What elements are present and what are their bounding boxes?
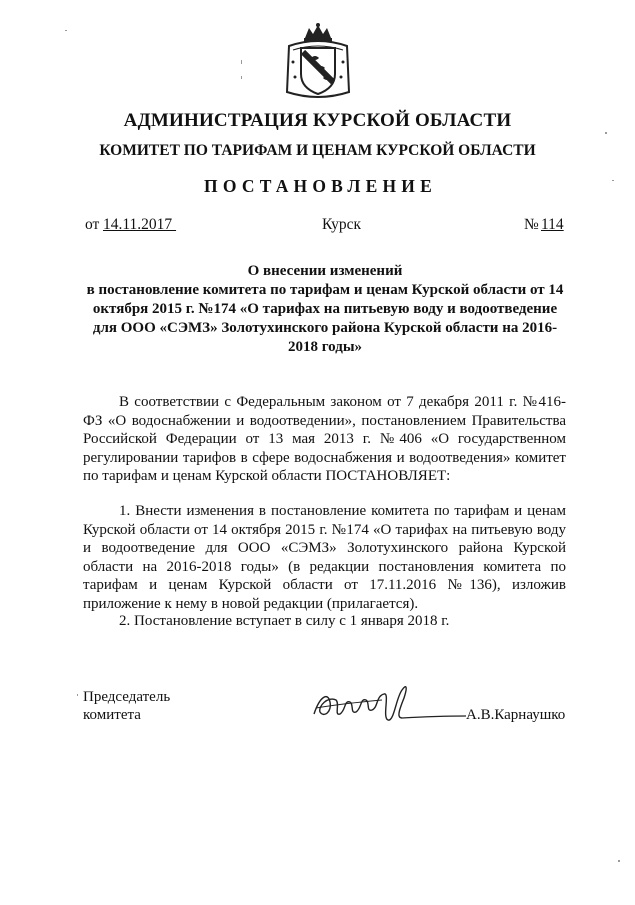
resolution-item-2: 2. Постановление вступает в силу с 1 января 2018 г. (119, 613, 450, 629)
document-date: 14.11.2017 (103, 216, 177, 233)
number-label: № (524, 216, 539, 233)
city: Курск (322, 216, 362, 233)
signatory-role-line-2: комитета (83, 707, 141, 723)
resolution-item-1: 1. Внести изменения в постановление комитета по тарифам и ценам Курской области от 14 октября 2015 г. №174 «О тарифах на питьевую воду и водоотведение для ООО «СЭМЗ» Золотухинского района Курской области на 2016-2018 годы» (в редакции постановления комитета по тарифам и ценам Курской области от 17.11.2016 №136), изложив приложение к нему в новой редакции (прилагается). (83, 503, 566, 612)
administration-heading: АДМИНИСТРАЦИЯ КУРСКОЙ ОБЛАСТИ (123, 110, 512, 131)
subject-line-1: О внесении изменений (247, 263, 403, 279)
document-subject (85, 262, 565, 357)
committee-heading: КОМИТЕТ ПО ТАРИФАМ И ЦЕНАМ КУРСКОЙ ОБЛАСТИ (99, 142, 536, 159)
signatory-role-line-1: Председатель (83, 689, 171, 705)
coat-of-arms-icon (283, 22, 353, 102)
document-number: 114 (541, 216, 564, 233)
document-type-title: ПОСТАНОВЛЕНИЕ (204, 176, 437, 196)
signatory-name: А.В.Карнаушко (466, 707, 566, 723)
intro-paragraph: В соответствии с Федеральным законом от 7 декабря 2011 г. №416-ФЗ «О водоснабжении и водоотведении», постановлением Правительства Российской Федерации от 13 мая 2013 г. №406 «О государственном регулировании тарифов в сфере водоснабжения и водоотведения» комитет по тарифам и ценам Курской области ПОСТАНОВЛЯЕТ: (83, 394, 566, 484)
subject-line-2: в постановление комитета по тарифам и ценам Курской области от 14 октября 2015 г. №174 «О тарифах на питьевую воду и водоотведение для ООО «СЭМЗ» Золотухинского района Курской области на 2016-2018 годы» (86, 282, 564, 355)
handwritten-signature-icon (310, 678, 470, 730)
date-label: от (85, 216, 100, 233)
